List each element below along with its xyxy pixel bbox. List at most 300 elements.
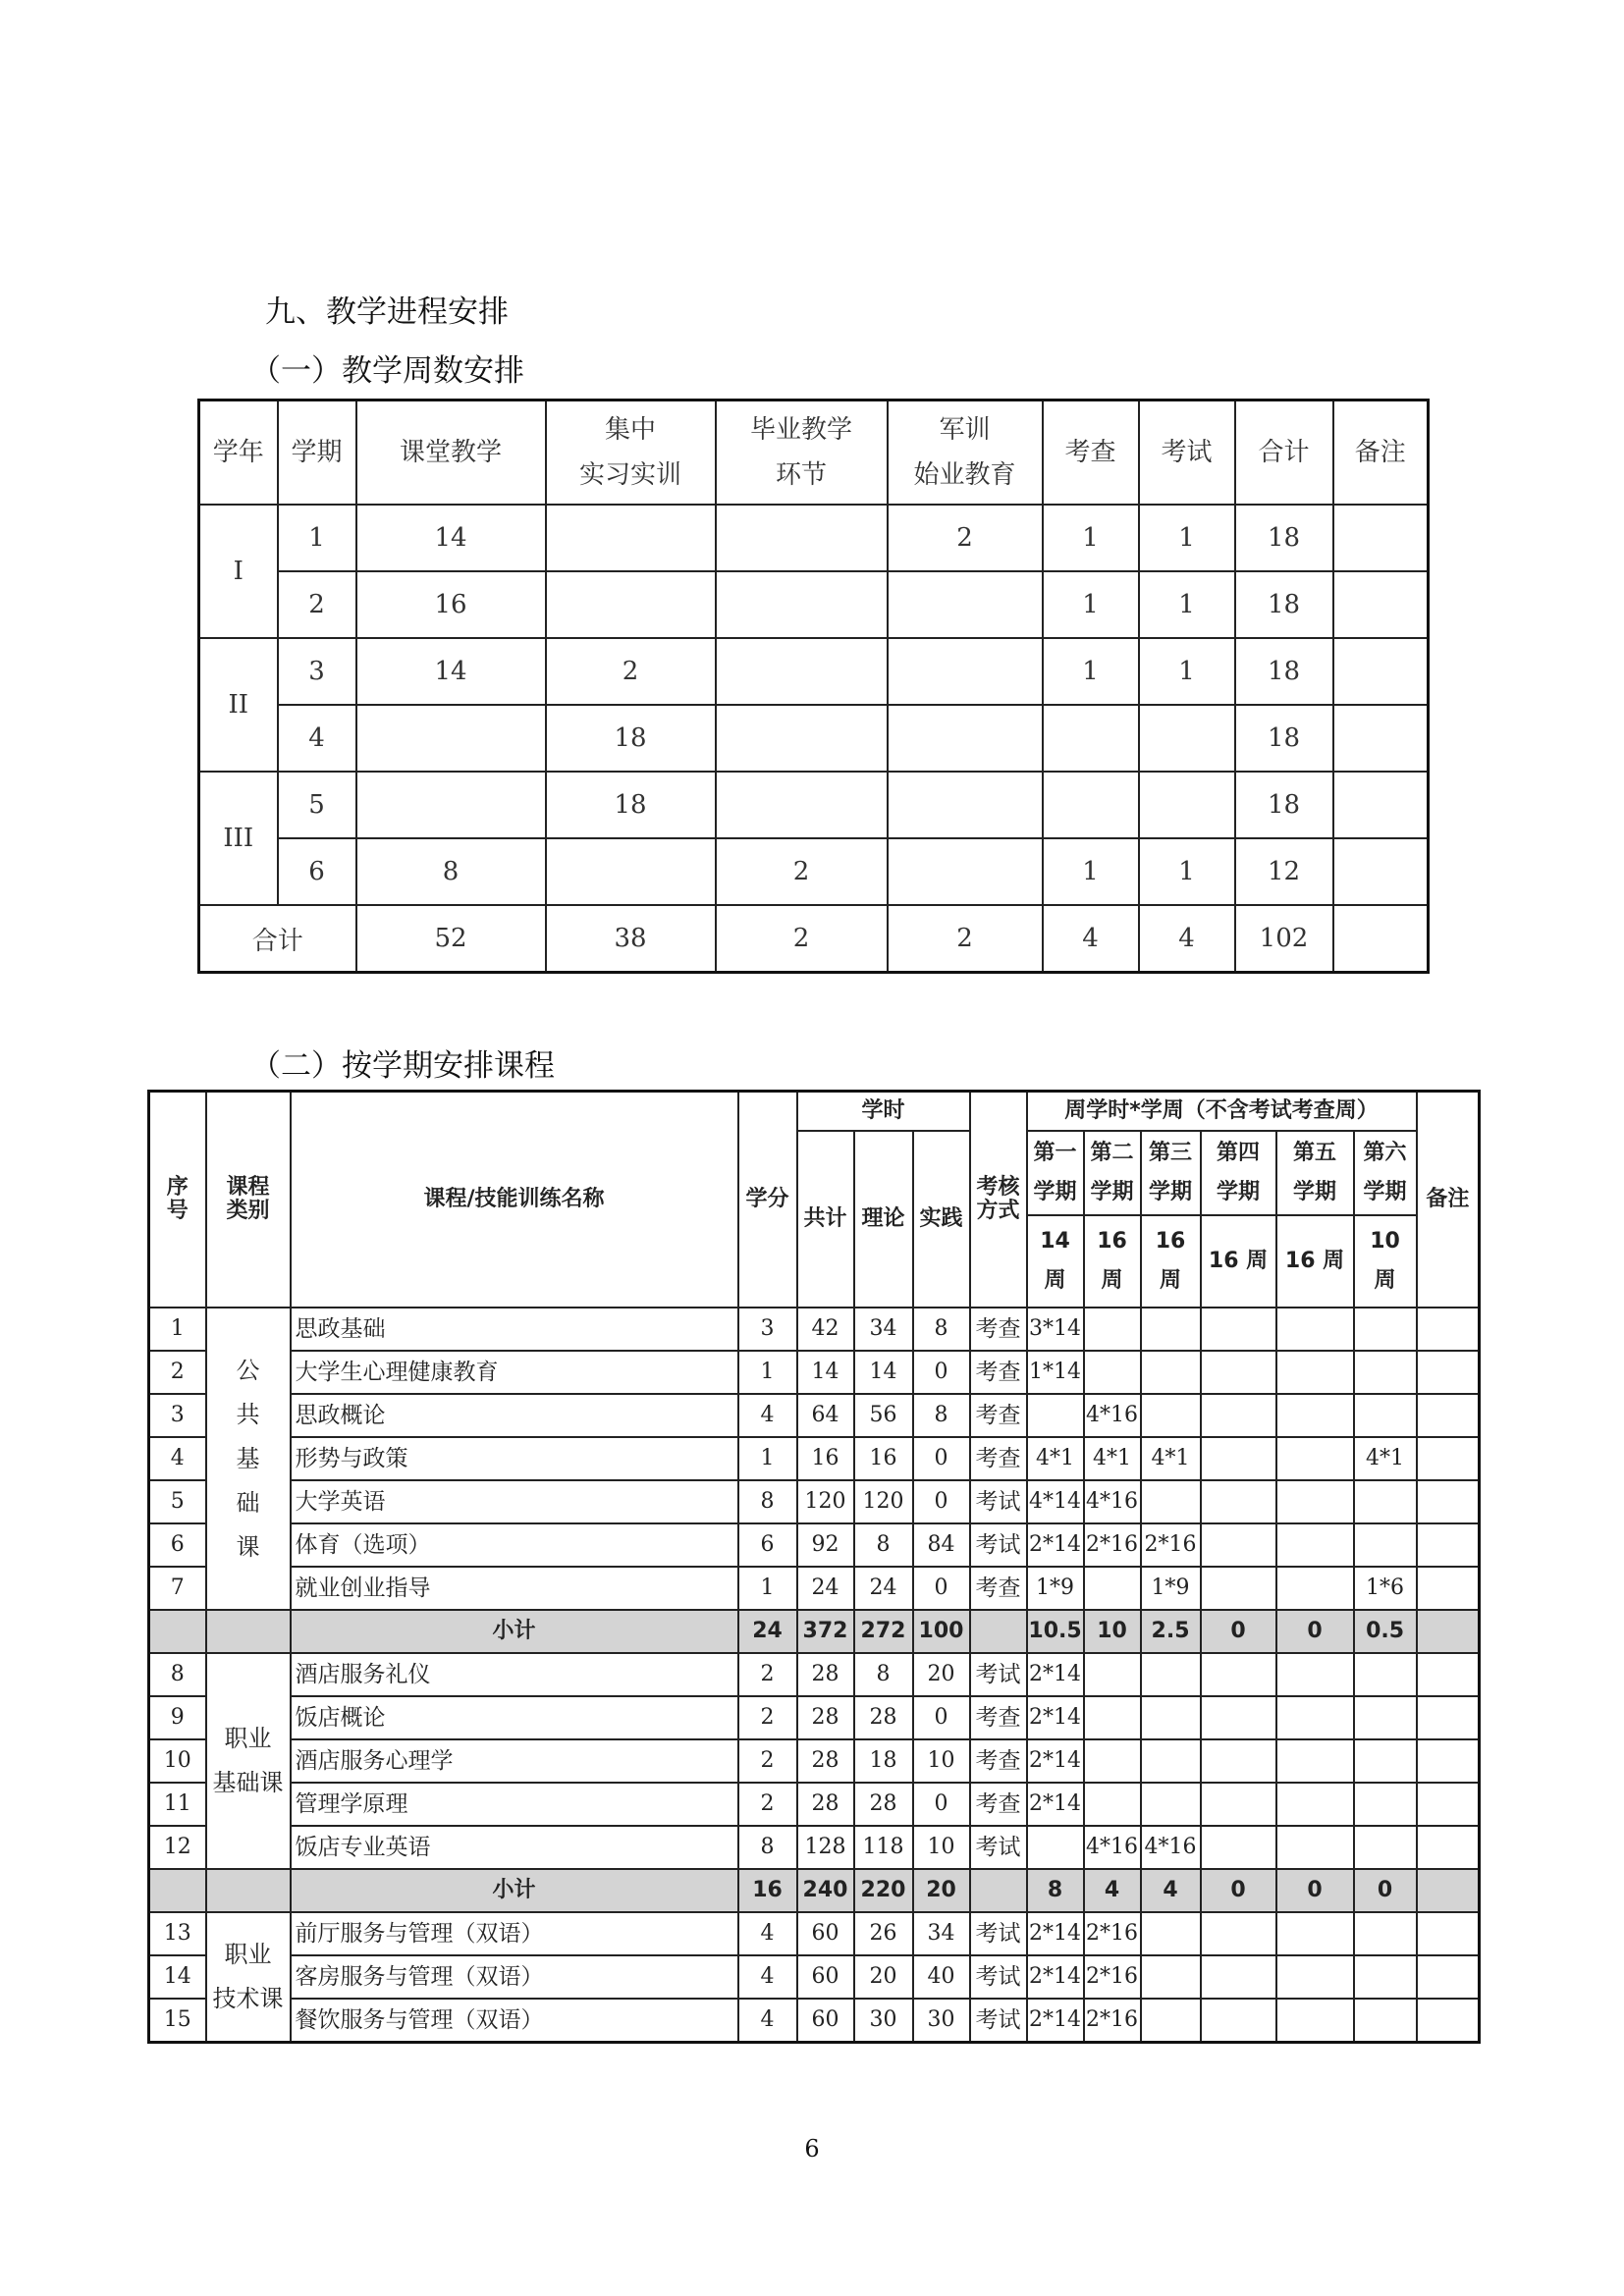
military-cell <box>888 772 1043 838</box>
hours-practice-cell: 34 <box>913 1912 970 1955</box>
term-3-cell: 2.5 <box>1141 1610 1201 1653</box>
practice-cell: 2 <box>546 638 716 705</box>
course-row <box>149 1567 1480 1610</box>
term-4-cell <box>1201 1653 1276 1696</box>
term-1-cell: 1*9 <box>1027 1567 1084 1610</box>
remark-cell <box>1417 1912 1480 1955</box>
term-6-cell: 0.5 <box>1354 1610 1417 1653</box>
header-practice: 集中 实习实训 <box>546 400 716 506</box>
term-5-cell: 0 <box>1276 1610 1354 1653</box>
header-classroom: 课堂教学 <box>356 400 546 506</box>
header-hours: 学时 <box>797 1092 970 1132</box>
seq-cell: 5 <box>149 1480 206 1523</box>
term-2-cell: 2*16 <box>1084 1999 1141 2043</box>
exam-cell <box>1139 772 1235 838</box>
hours-theory-cell: 28 <box>854 1696 913 1739</box>
term-1-cell: 4*14 <box>1027 1480 1084 1523</box>
hours-theory-cell: 8 <box>854 1653 913 1696</box>
term-2-cell: 4*16 <box>1084 1480 1141 1523</box>
assess-cell: 考试 <box>970 1480 1027 1523</box>
term-2-cell: 4*1 <box>1084 1437 1141 1480</box>
term-2-cell <box>1084 1653 1141 1696</box>
term-5-cell <box>1276 1783 1354 1826</box>
assess-cell: 考查 <box>970 1351 1027 1394</box>
term-1-cell: 2*14 <box>1027 1523 1084 1567</box>
remark-cell <box>1417 1437 1480 1480</box>
remark-cell <box>1333 838 1429 905</box>
military-cell <box>888 705 1043 772</box>
header-check: 考查 <box>1043 400 1139 506</box>
term-2-cell <box>1084 1567 1141 1610</box>
term-5-cell <box>1276 1437 1354 1480</box>
course-name: 前厅服务与管理（双语） <box>291 1912 738 1955</box>
subsection-heading-weeks: （一）教学周数安排 <box>250 353 524 389</box>
assess-cell: 考查 <box>970 1567 1027 1610</box>
hours-practice-cell: 10 <box>913 1739 970 1783</box>
classroom-cell: 14 <box>356 638 546 705</box>
classroom-cell: 16 <box>356 571 546 638</box>
course-row <box>149 1955 1480 1999</box>
classroom-cell <box>356 705 546 772</box>
remark-cell <box>1333 638 1429 705</box>
weeks-row <box>199 638 1429 705</box>
remark-cell <box>1417 1869 1480 1912</box>
term-3-cell: 2*16 <box>1141 1523 1201 1567</box>
course-row <box>149 1523 1480 1567</box>
total-label: 合计 <box>199 905 356 973</box>
graduation-cell <box>716 772 888 838</box>
remark-cell <box>1417 1567 1480 1610</box>
total-cell: 18 <box>1235 772 1333 838</box>
hours-total-cell: 42 <box>797 1308 854 1351</box>
term-4-cell <box>1201 1826 1276 1869</box>
credit-cell: 2 <box>738 1739 797 1783</box>
header-term-5: 第五 学期 <box>1276 1131 1354 1215</box>
classroom-cell: 8 <box>356 838 546 905</box>
hours-theory-cell: 118 <box>854 1826 913 1869</box>
term-5-cell <box>1276 1567 1354 1610</box>
hours-total-cell: 28 <box>797 1696 854 1739</box>
term-3-cell <box>1141 1696 1201 1739</box>
header-assessment: 考核 方式 <box>970 1092 1027 1308</box>
credit-cell: 1 <box>738 1437 797 1480</box>
header-total: 合计 <box>1235 400 1333 506</box>
seq-cell: 9 <box>149 1696 206 1739</box>
hours-theory-cell: 120 <box>854 1480 913 1523</box>
course-name: 思政概论 <box>291 1394 738 1437</box>
term-1-cell: 2*14 <box>1027 1739 1084 1783</box>
term-cell: 1 <box>278 505 356 571</box>
header-exam: 考试 <box>1139 400 1235 506</box>
term-3-cell <box>1141 1955 1201 1999</box>
course-name: 饭店专业英语 <box>291 1826 738 1869</box>
remark-cell <box>1417 1308 1480 1351</box>
check-cell: 1 <box>1043 838 1139 905</box>
hours-total-cell: 64 <box>797 1394 854 1437</box>
check-cell <box>1043 705 1139 772</box>
hours-total-cell: 60 <box>797 1999 854 2043</box>
term-4-cell <box>1201 1394 1276 1437</box>
term-6-cell <box>1354 1351 1417 1394</box>
course-row <box>149 1739 1480 1783</box>
term-6-cell <box>1354 1523 1417 1567</box>
assess-cell: 考试 <box>970 1826 1027 1869</box>
hours-total-cell: 16 <box>797 1437 854 1480</box>
hours-theory-cell: 30 <box>854 1999 913 2043</box>
practice-cell <box>546 838 716 905</box>
header-term-6-weeks: 10 周 <box>1354 1215 1417 1308</box>
term-3-cell: 4*1 <box>1141 1437 1201 1480</box>
course-row <box>149 1394 1480 1437</box>
header-military: 军训 始业教育 <box>888 400 1043 506</box>
term-3-cell <box>1141 1739 1201 1783</box>
remark-cell <box>1333 905 1429 973</box>
term-1-cell: 8 <box>1027 1869 1084 1912</box>
assess-cell: 考查 <box>970 1783 1027 1826</box>
weeks-row <box>199 705 1429 772</box>
term-cell: 2 <box>278 571 356 638</box>
course-name: 就业创业指导 <box>291 1567 738 1610</box>
hours-theory-cell: 18 <box>854 1739 913 1783</box>
term-4-cell <box>1201 1696 1276 1739</box>
subtotal-blank <box>149 1610 206 1653</box>
weeks-row <box>199 571 1429 638</box>
hours-theory-cell: 56 <box>854 1394 913 1437</box>
remark-cell <box>1417 1999 1480 2043</box>
course-name: 大学英语 <box>291 1480 738 1523</box>
military-cell <box>888 638 1043 705</box>
page-number: 6 <box>804 2135 820 2163</box>
remark-cell <box>1417 1480 1480 1523</box>
term-1-cell: 1*14 <box>1027 1351 1084 1394</box>
military-cell <box>888 838 1043 905</box>
term-6-cell <box>1354 1999 1417 2043</box>
term-6-cell <box>1354 1653 1417 1696</box>
weeks-total-row <box>199 905 1429 973</box>
term-4-cell <box>1201 1999 1276 2043</box>
remark-cell <box>1333 772 1429 838</box>
hours-total-cell: 60 <box>797 1955 854 1999</box>
subsection-heading-courses: （二）按学期安排课程 <box>250 1048 555 1084</box>
seq-cell: 14 <box>149 1955 206 1999</box>
subtotal-blank <box>149 1869 206 1912</box>
header-term-3-weeks: 16 周 <box>1141 1215 1201 1308</box>
credit-cell: 8 <box>738 1826 797 1869</box>
graduation-cell: 2 <box>716 838 888 905</box>
term-4-cell <box>1201 1308 1276 1351</box>
term-5-cell <box>1276 1653 1354 1696</box>
term-1-cell <box>1027 1394 1084 1437</box>
course-name: 餐饮服务与管理（双语） <box>291 1999 738 2043</box>
hours-theory-cell: 34 <box>854 1308 913 1351</box>
credit-cell: 1 <box>738 1567 797 1610</box>
header-category: 课程 类别 <box>206 1092 291 1308</box>
course-row <box>149 1351 1480 1394</box>
hours-practice-cell: 8 <box>913 1308 970 1351</box>
term-5-cell <box>1276 1394 1354 1437</box>
assess-cell: 考查 <box>970 1394 1027 1437</box>
hours-theory-cell: 24 <box>854 1567 913 1610</box>
term-2-cell <box>1084 1739 1141 1783</box>
term-6-cell: 4*1 <box>1354 1437 1417 1480</box>
hours-practice-cell: 20 <box>913 1653 970 1696</box>
term-3-cell: 4*16 <box>1141 1826 1201 1869</box>
term-6-cell <box>1354 1912 1417 1955</box>
header-term-2: 第二 学期 <box>1084 1131 1141 1215</box>
credit-cell: 2 <box>738 1783 797 1826</box>
header-term: 学期 <box>278 400 356 506</box>
course-row <box>149 1696 1480 1739</box>
weeks-table <box>197 399 1430 974</box>
course-table <box>147 1090 1481 2044</box>
term-3-cell <box>1141 1308 1201 1351</box>
term-6-cell <box>1354 1308 1417 1351</box>
term-4-cell: 0 <box>1201 1869 1276 1912</box>
term-2-cell: 10 <box>1084 1610 1141 1653</box>
term-4-cell <box>1201 1567 1276 1610</box>
remark-cell <box>1417 1523 1480 1567</box>
course-name: 体育（选项） <box>291 1523 738 1567</box>
category-professional-basic: 职业 基础课 <box>206 1653 291 1869</box>
header-seq: 序 号 <box>149 1092 206 1308</box>
term-1-cell: 3*14 <box>1027 1308 1084 1351</box>
seq-cell: 15 <box>149 1999 206 2043</box>
term-4-cell <box>1201 1912 1276 1955</box>
hours-practice-cell: 0 <box>913 1567 970 1610</box>
course-name: 饭店概论 <box>291 1696 738 1739</box>
credit-cell: 1 <box>738 1351 797 1394</box>
term-3-cell: 4 <box>1141 1869 1201 1912</box>
practice-cell <box>546 505 716 571</box>
term-1-cell: 2*14 <box>1027 1955 1084 1999</box>
graduation-cell: 2 <box>716 905 888 973</box>
course-row <box>149 1308 1480 1351</box>
term-5-cell <box>1276 1523 1354 1567</box>
header-term-6: 第六 学期 <box>1354 1131 1417 1215</box>
hours-theory-cell: 14 <box>854 1351 913 1394</box>
assess-cell: 考查 <box>970 1739 1027 1783</box>
check-cell <box>1043 772 1139 838</box>
term-4-cell <box>1201 1351 1276 1394</box>
exam-cell <box>1139 705 1235 772</box>
credit-cell: 4 <box>738 1999 797 2043</box>
weeks-row <box>199 772 1429 838</box>
term-4-cell <box>1201 1437 1276 1480</box>
assess-cell: 考查 <box>970 1696 1027 1739</box>
term-1-cell: 2*14 <box>1027 1696 1084 1739</box>
seq-cell: 12 <box>149 1826 206 1869</box>
credit-cell: 4 <box>738 1912 797 1955</box>
term-1-cell: 2*14 <box>1027 1999 1084 2043</box>
header-hours-practice: 实践 <box>913 1131 970 1308</box>
hours-practice-cell: 40 <box>913 1955 970 1999</box>
course-header-row-1 <box>149 1092 1480 1132</box>
hours-practice-cell: 0 <box>913 1351 970 1394</box>
seq-cell: 10 <box>149 1739 206 1783</box>
credit-cell: 6 <box>738 1523 797 1567</box>
hours-theory-cell: 8 <box>854 1523 913 1567</box>
term-3-cell <box>1141 1480 1201 1523</box>
header-credit: 学分 <box>738 1092 797 1308</box>
credit-cell: 16 <box>738 1869 797 1912</box>
header-graduation: 毕业教学 环节 <box>716 400 888 506</box>
hours-theory-cell: 16 <box>854 1437 913 1480</box>
total-cell: 18 <box>1235 571 1333 638</box>
exam-cell: 1 <box>1139 505 1235 571</box>
term-6-cell <box>1354 1783 1417 1826</box>
header-remark: 备注 <box>1417 1092 1480 1308</box>
classroom-cell <box>356 772 546 838</box>
assess-cell: 考查 <box>970 1437 1027 1480</box>
term-6-cell <box>1354 1394 1417 1437</box>
term-6-cell: 0 <box>1354 1869 1417 1912</box>
term-2-cell <box>1084 1351 1141 1394</box>
header-term-4-weeks: 16 周 <box>1201 1215 1276 1308</box>
course-row <box>149 1826 1480 1869</box>
term-1-cell: 4*1 <box>1027 1437 1084 1480</box>
term-6-cell <box>1354 1826 1417 1869</box>
hours-practice-cell: 0 <box>913 1783 970 1826</box>
hours-total-cell: 28 <box>797 1739 854 1783</box>
header-term-3: 第三 学期 <box>1141 1131 1201 1215</box>
seq-cell: 7 <box>149 1567 206 1610</box>
hours-practice-cell: 30 <box>913 1999 970 2043</box>
hours-theory-cell: 20 <box>854 1955 913 1999</box>
check-cell: 1 <box>1043 505 1139 571</box>
subtotal-blank <box>206 1869 291 1912</box>
hours-practice-cell: 8 <box>913 1394 970 1437</box>
hours-theory-cell: 26 <box>854 1912 913 1955</box>
term-3-cell <box>1141 1999 1201 2043</box>
hours-total-cell: 24 <box>797 1567 854 1610</box>
term-2-cell <box>1084 1783 1141 1826</box>
subtotal-blank <box>206 1610 291 1653</box>
remark-cell <box>1417 1739 1480 1783</box>
classroom-cell: 14 <box>356 505 546 571</box>
assess-cell: 考试 <box>970 1955 1027 1999</box>
total-cell: 18 <box>1235 638 1333 705</box>
total-cell: 18 <box>1235 505 1333 571</box>
hours-practice-cell: 100 <box>913 1610 970 1653</box>
graduation-cell <box>716 638 888 705</box>
header-hours-theory: 理论 <box>854 1131 913 1308</box>
weeks-row <box>199 838 1429 905</box>
term-4-cell: 0 <box>1201 1610 1276 1653</box>
term-4-cell <box>1201 1783 1276 1826</box>
course-name: 客房服务与管理（双语） <box>291 1955 738 1999</box>
header-course-name: 课程/技能训练名称 <box>291 1092 738 1308</box>
remark-cell <box>1417 1351 1480 1394</box>
hours-total-cell: 128 <box>797 1826 854 1869</box>
remark-cell <box>1333 571 1429 638</box>
header-weekly: 周学时*学周（不含考试考查周） <box>1027 1092 1417 1132</box>
assess-cell: 考查 <box>970 1308 1027 1351</box>
header-term-1: 第一 学期 <box>1027 1131 1084 1215</box>
graduation-cell <box>716 571 888 638</box>
credit-cell: 4 <box>738 1394 797 1437</box>
hours-total-cell: 120 <box>797 1480 854 1523</box>
credit-cell: 2 <box>738 1653 797 1696</box>
term-5-cell <box>1276 1739 1354 1783</box>
practice-cell <box>546 571 716 638</box>
term-3-cell <box>1141 1912 1201 1955</box>
category-professional-tech: 职业 技术课 <box>206 1912 291 2043</box>
hours-theory-cell: 220 <box>854 1869 913 1912</box>
term-3-cell: 1*9 <box>1141 1567 1201 1610</box>
term-4-cell <box>1201 1523 1276 1567</box>
header-term-4: 第四 学期 <box>1201 1131 1276 1215</box>
term-5-cell <box>1276 1826 1354 1869</box>
credit-cell: 8 <box>738 1480 797 1523</box>
remark-cell <box>1417 1826 1480 1869</box>
hours-total-cell: 372 <box>797 1610 854 1653</box>
term-2-cell: 2*16 <box>1084 1955 1141 1999</box>
term-cell: 3 <box>278 638 356 705</box>
weeks-header-row <box>199 400 1429 506</box>
total-cell: 18 <box>1235 705 1333 772</box>
term-2-cell: 4 <box>1084 1869 1141 1912</box>
remark-cell <box>1417 1783 1480 1826</box>
section-heading: 九、教学进程安排 <box>265 294 509 330</box>
header-term-1-weeks: 14 周 <box>1027 1215 1084 1308</box>
term-1-cell <box>1027 1826 1084 1869</box>
header-year: 学年 <box>199 400 278 506</box>
term-2-cell: 4*16 <box>1084 1826 1141 1869</box>
course-name: 形势与政策 <box>291 1437 738 1480</box>
hours-practice-cell: 0 <box>913 1480 970 1523</box>
credit-cell: 4 <box>738 1955 797 1999</box>
assess-cell: 考试 <box>970 1912 1027 1955</box>
term-6-cell <box>1354 1739 1417 1783</box>
header-term-5-weeks: 16 周 <box>1276 1215 1354 1308</box>
term-5-cell <box>1276 1308 1354 1351</box>
remark-cell <box>1333 705 1429 772</box>
practice-cell: 38 <box>546 905 716 973</box>
term-6-cell <box>1354 1696 1417 1739</box>
term-5-cell: 0 <box>1276 1869 1354 1912</box>
assess-cell: 考试 <box>970 1523 1027 1567</box>
seq-cell: 13 <box>149 1912 206 1955</box>
header-remark: 备注 <box>1333 400 1429 506</box>
term-3-cell <box>1141 1351 1201 1394</box>
seq-cell: 11 <box>149 1783 206 1826</box>
classroom-cell: 52 <box>356 905 546 973</box>
term-2-cell: 2*16 <box>1084 1912 1141 1955</box>
remark-cell <box>1417 1610 1480 1653</box>
hours-practice-cell: 0 <box>913 1696 970 1739</box>
remark-cell <box>1333 505 1429 571</box>
remark-cell <box>1417 1955 1480 1999</box>
seq-cell: 1 <box>149 1308 206 1351</box>
hours-total-cell: 28 <box>797 1783 854 1826</box>
term-5-cell <box>1276 1696 1354 1739</box>
hours-practice-cell: 10 <box>913 1826 970 1869</box>
practice-cell: 18 <box>546 705 716 772</box>
hours-total-cell: 14 <box>797 1351 854 1394</box>
assess-cell <box>970 1610 1027 1653</box>
hours-practice-cell: 20 <box>913 1869 970 1912</box>
term-6-cell: 1*6 <box>1354 1567 1417 1610</box>
credit-cell: 3 <box>738 1308 797 1351</box>
header-hours-total: 共计 <box>797 1131 854 1308</box>
term-4-cell <box>1201 1480 1276 1523</box>
term-5-cell <box>1276 1955 1354 1999</box>
assess-cell <box>970 1869 1027 1912</box>
graduation-cell <box>716 705 888 772</box>
graduation-cell <box>716 505 888 571</box>
credit-cell: 24 <box>738 1610 797 1653</box>
remark-cell <box>1417 1653 1480 1696</box>
